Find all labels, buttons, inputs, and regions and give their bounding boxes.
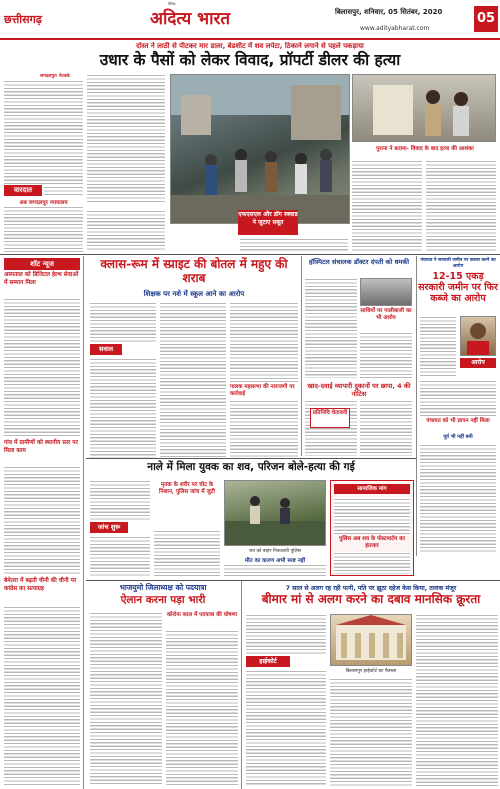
lead-subhead: अब जगदलपुर न्यायालय	[19, 200, 68, 206]
crowd-illustration	[171, 75, 349, 223]
website: www.adityabharat.com	[360, 25, 430, 32]
sidebar-item-title: गांव में ग्रामीणों को स्थानीय स्तर पर मिला काम	[4, 440, 78, 454]
brand-top: दैनिक	[168, 2, 176, 6]
lead-body-col1c	[4, 206, 83, 252]
sidebar-item-title: अस्पताल को डिजिटल हेल्थ सेवाओं में सम्मान मिला	[4, 272, 79, 286]
lead-body-col3	[352, 160, 422, 252]
lead-body-col1b	[44, 186, 83, 196]
class-tag: सवाल	[90, 344, 122, 355]
drain-sub: मौत का कारण अभी स्पष्ट नहीं	[244, 558, 306, 564]
brand-logo	[150, 2, 270, 28]
lead-tag: वारदात	[4, 185, 42, 196]
divider-v2	[416, 256, 417, 556]
sidebar	[0, 256, 84, 789]
sidebar-header: शॉट न्यूज	[4, 258, 80, 270]
hospital-side-head: साथियों पर गालीबाजी का भी आरोप	[360, 308, 412, 321]
drain-side-body	[334, 498, 410, 534]
cruelty-caption: बिलासपुर हाईकोर्ट का फैसला	[345, 669, 397, 674]
cruelty-body-col3	[416, 614, 498, 786]
hospital-photo	[360, 278, 412, 306]
class-subhead: शिक्षक पर नशे में स्कूल आने का आरोप	[143, 290, 245, 298]
bjp-headline: ऐलान करना पड़ा भारी	[120, 594, 206, 606]
masthead	[0, 0, 500, 40]
class-body-col2	[160, 302, 226, 458]
cruelty-body-col1	[246, 614, 326, 654]
lead-photo-body	[240, 238, 348, 252]
sidebar-item-body	[4, 606, 80, 786]
lead-crowd-photo	[170, 74, 350, 224]
cruelty-headline: बीमार मां से अलग करने का दबाव मानसिक क्रूरता	[261, 592, 481, 606]
class-body-col3	[230, 302, 298, 382]
hospital-body-col1	[305, 278, 357, 378]
land-kicker: पंचायत ने सरकारी जमीन पर कब्जा करने का आरोप	[420, 258, 496, 269]
divider-v3	[241, 581, 242, 789]
cruelty-body-col1b	[246, 670, 326, 786]
land-tag: आरोप	[460, 358, 496, 368]
bjp-side-head: कोरोना काल में पदयात्रा की घोषणा	[166, 612, 238, 618]
cruelty-tag: हाईकोर्ट	[246, 656, 290, 667]
drain-side-tag: सामाजिक मांग	[334, 484, 410, 494]
brand-name: अदित्य भारत	[150, 9, 231, 29]
land-body-col1	[420, 316, 456, 376]
lead-side-caption: पुराना ने बताया- विवाद के बाद हत्या की आशंका	[376, 146, 474, 152]
lead-body-col1	[4, 80, 83, 185]
drain-headline: नाले में मिला युवक का शव, परिजन बोले-हत्या की गई	[147, 461, 355, 473]
page-number: 05	[474, 6, 498, 32]
divider-1	[0, 254, 500, 255]
land-body-col3	[420, 444, 496, 554]
cruelty-photo	[330, 614, 412, 666]
drain-side-body2	[334, 552, 410, 574]
drain-body-col3	[224, 564, 326, 576]
bjp-body-col1	[90, 612, 162, 786]
drain-pull-quote: मृतक के शरीर पर चोट के निशान, पुलिस जांच में जुटी	[159, 482, 215, 496]
drain-side-head: पुलिस अब शव के पोस्टमार्टम का इंतजार	[339, 536, 405, 549]
lead-body-col4	[426, 160, 496, 252]
lead-photo-caption: एफएसएल और डॉग स्क्वाड ने जुटाए सबूत	[238, 210, 298, 235]
hospital-body-col4	[360, 400, 412, 456]
drain-illustration	[225, 481, 325, 545]
bjp-kicker: भाजयुमो जिलाध्यक्ष को पदयात्रा	[119, 583, 207, 592]
drain-photo	[224, 480, 326, 546]
divider-v1	[301, 256, 302, 456]
lead-side-photo	[352, 74, 496, 142]
lead-kicker: दोस्त ने लाठी से पीटकर मार डाला, बेडशीट में शव लपेटा, ठिकाने लगाने से पहले पकड़ाया	[136, 42, 364, 50]
bjp-body-col2	[166, 630, 238, 786]
sidebar-item-body	[4, 466, 80, 576]
divider-3	[86, 580, 500, 581]
cruelty-kicker: 7 साल से अलग रह रही पत्नी, पति पर झूठा दहेज केस किया, तलाक मंजूर	[285, 585, 457, 592]
hospital-sub: खाद-दवाई व्यापारी दुकानों पर छापा, 4 की नोटिस	[307, 382, 411, 398]
land-portrait	[460, 316, 496, 356]
lead-body-col2b	[87, 210, 165, 252]
drain-body-col1	[90, 480, 150, 520]
drain-tag: जांच शुरू	[90, 522, 128, 533]
portrait-illustration	[461, 317, 495, 355]
hospital-tag: प्रतिनिधि चेतावनी	[310, 408, 350, 428]
cruelty-body-col2	[330, 678, 412, 786]
drain-body-col2	[154, 530, 220, 576]
land-box-title: पंचायत को भी ज्ञापन नहीं मिला	[426, 418, 490, 424]
class-body-col1b	[90, 358, 156, 458]
class-headline: क्लास-रूम में स्प्राइट की बोतल में महुए की शराब	[100, 257, 288, 285]
hospital-body-col2	[360, 332, 412, 378]
class-body-col1	[90, 302, 156, 342]
land-body-col2	[420, 380, 496, 416]
land-box-sub: पूर्व भी नहीं बनी	[443, 434, 473, 440]
hospital-kicker: हॉस्पिटल संचालक डॉक्टर दंपती को धमकी	[308, 258, 410, 266]
divider-2	[86, 458, 416, 459]
sidebar-item-title: बेमेतरा में बढ़ती चीनी की चीनी पर कांग्रेस का सत्याग्रह	[4, 578, 77, 592]
sidebar-item-body	[4, 298, 80, 438]
land-headline: 12-15 एकड़ सरकारी जमीन पर फिर कब्जे का आरोप	[418, 271, 498, 304]
drain-body-col1b	[90, 536, 150, 576]
court-illustration	[331, 615, 411, 665]
class-body-col3b	[230, 400, 298, 458]
class-box-title: पालक महासभा की नाराजगी पर कार्रवाई	[230, 384, 295, 397]
lead-headline: उधार के पैसों को लेकर विवाद, प्रॉपर्टी डीलर की हत्या	[99, 51, 401, 69]
lead-body-col2	[87, 74, 165, 204]
city-date: बिलासपुर, शनिवार, 05 सितंबर, 2020	[335, 8, 443, 16]
police-illustration	[353, 75, 495, 141]
lead-byline: जगदलपुर। नेटवर्क	[40, 74, 70, 79]
drain-caption: शव को बाहर निकालती पुलिस	[249, 549, 301, 554]
section-name: छत्तीसगढ़	[4, 13, 42, 26]
